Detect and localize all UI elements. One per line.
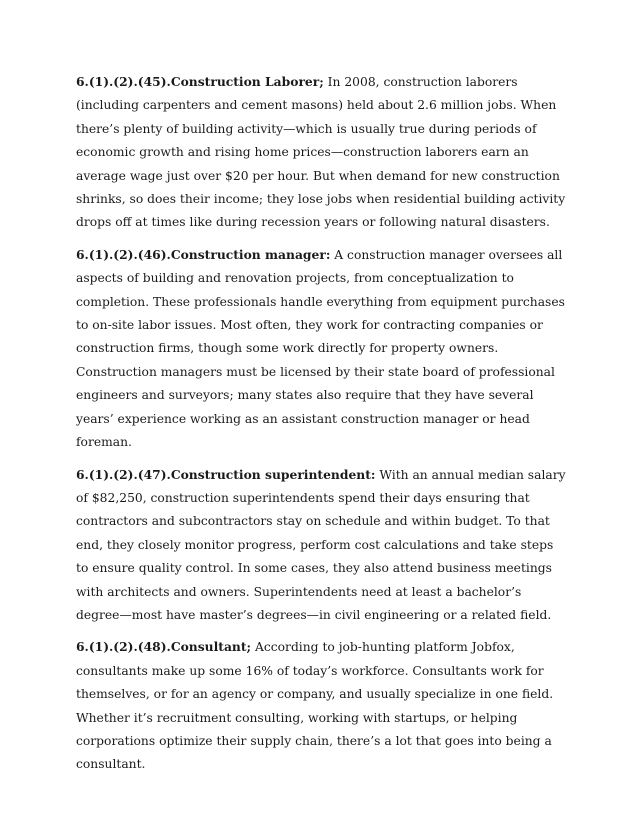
entry-heading: 6.(1).(2).(48).Consultant;: [76, 639, 252, 655]
entry-body: In 2008, construction laborers (including carpenters and cement masons) held about 2.6 million jobs. When there’s plenty of building activity—which is usually true during periods of economic growth and rising home prices—construction laborers earn an average wage just over $20 per hour. But when demand for new construction shrinks, so does their income; they lose jobs when residential building activity drops off at times like during recession years or following natural disasters.: [76, 75, 566, 230]
entry-heading: 6.(1).(2).(45).Construction Laborer;: [76, 74, 324, 89]
entry-heading: 6.(1).(2).(47).Construction superintendent:: [76, 466, 376, 482]
entry-construction-manager: [76, 243, 566, 455]
entry-heading: 6.(1).(2).(46).Construction manager:: [76, 246, 331, 262]
document-page: [76, 70, 566, 785]
entry-body: With an annual median salary of $82,250, construction superintendents spend their days ensuring that contractors and subcontractors stay on schedule and within budget. To that end, they closely monitor progress, perform cost calculations and take steps to ensure quality control. In some cases, they also attend business meetings with architects and owners. Superintendents need at least a bachelor’s degree—most have master’s degrees—in civil engineering or a related field.: [76, 467, 566, 622]
entry-construction-superintendent: [76, 463, 566, 628]
entry-construction-laborer: [76, 70, 566, 235]
entry-body: According to job-hunting platform Jobfox, consultants make up some 16% of today’s workforce. Consultants work for themselves, or for an agency or company, and usually specialize in one field. Whether it’s recruitment consulting, working with startups, or helping corporations optimize their supply chain, there’s a lot that goes into being a consultant.: [76, 640, 554, 772]
entry-body: A construction manager oversees all aspects of building and renovation projects, from conceptualization to completion. These professionals handle everything from equipment purchases to on-site labor issues. Most often, they work for contracting companies or construction firms, though some work directly for property owners. Construction managers must be licensed by their state board of professional engineers and surveyors; many states also require that they have several years’ experience working as an assistant construction manager or head foreman.: [76, 247, 565, 450]
entry-consultant: [76, 635, 566, 776]
